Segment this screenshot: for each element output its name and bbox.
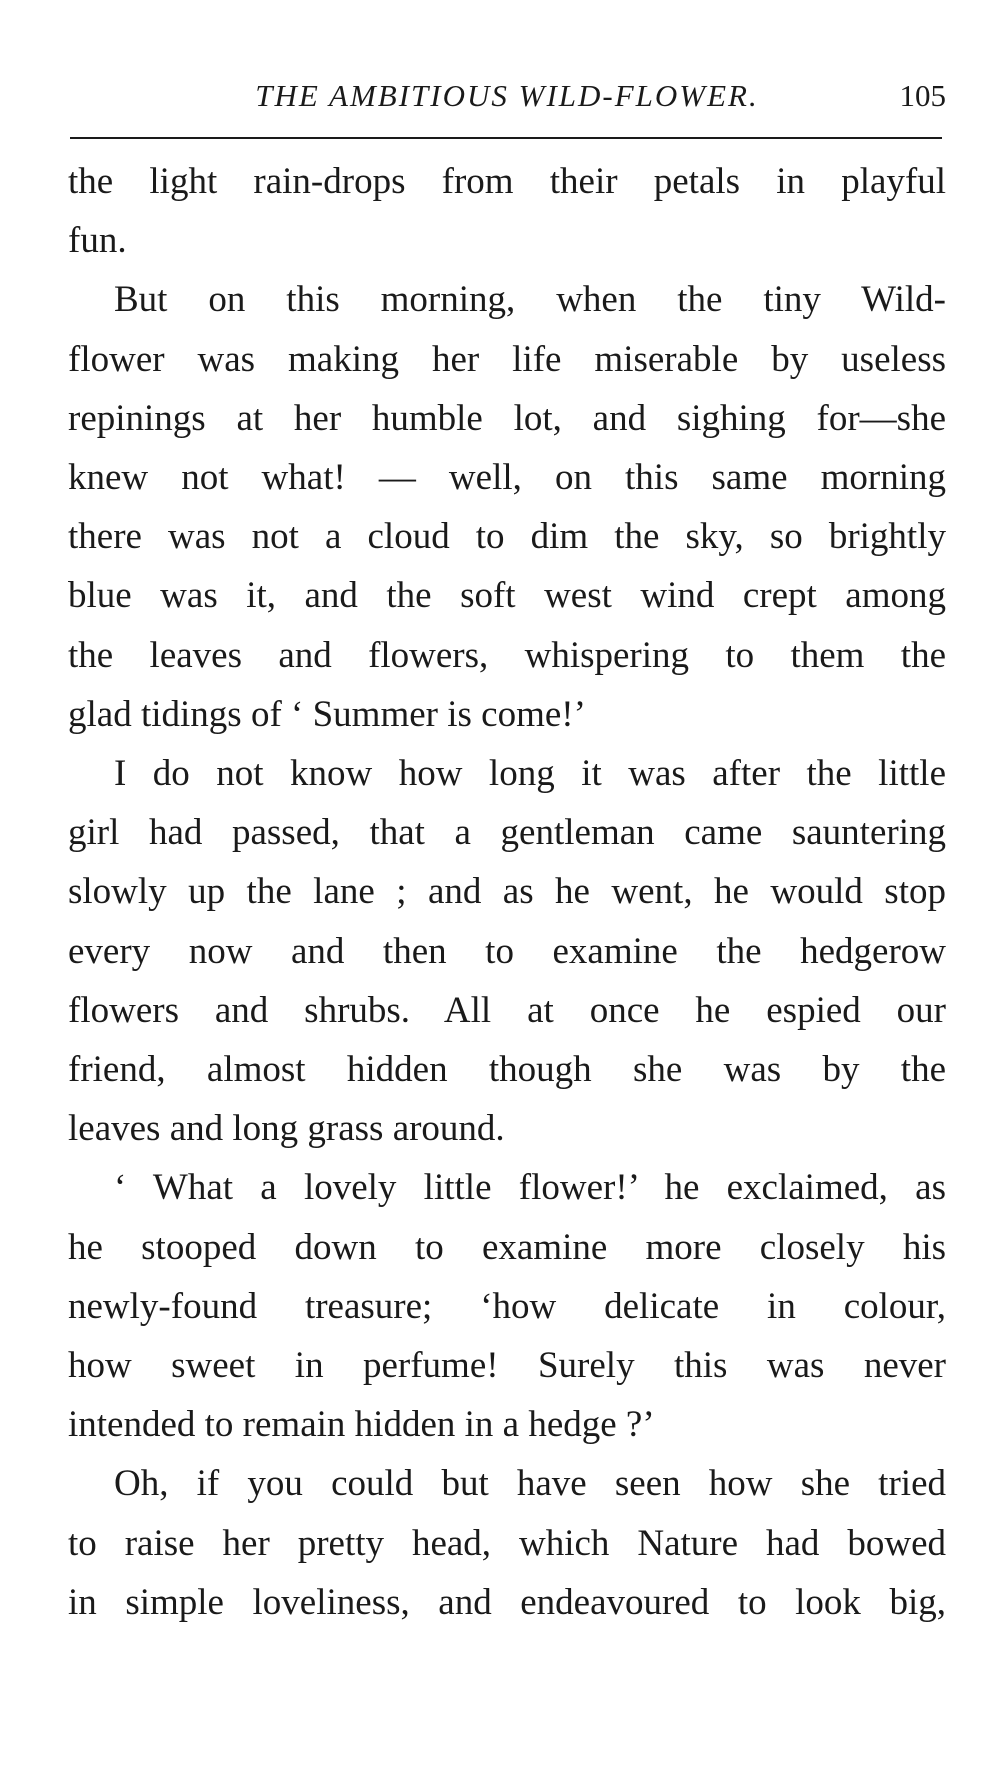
text-line: friend, almost hidden though she was by the [68, 1049, 946, 1091]
text-line: But on this morning, when the tiny Wild- [114, 279, 946, 321]
text-line: to raise her pretty head, which Nature had bowed [68, 1522, 946, 1564]
header-rule [70, 137, 942, 139]
body-text [68, 152, 946, 1632]
text-line: knew not what! — well, on this same morning [68, 457, 946, 499]
text-line: ‘ What a lovely little flower!’ he exclaimed, as [114, 1167, 946, 1209]
text-line: intended to remain hidden in a hedge ?’ [68, 1404, 655, 1446]
running-title: THE AMBITIOUS WILD-FLOWER. [255, 78, 759, 113]
text-line: in simple loveliness, and endeavoured to look big, [68, 1581, 946, 1623]
text-line: the leaves and flowers, whispering to them the [68, 634, 946, 676]
text-line: the light rain-drops from their petals in playful [68, 161, 946, 202]
text-line: slowly up the lane ; and as he went, he would stop [68, 871, 946, 913]
text-line: there was not a cloud to dim the sky, so brightly [68, 516, 946, 558]
text-line: I do not know how long it was after the little [114, 753, 946, 795]
running-head [68, 78, 946, 128]
text-line: glad tidings of ‘ Summer is come!’ [68, 693, 586, 735]
page-number: 105 [899, 78, 946, 113]
text-line: every now and then to examine the hedgerow [68, 930, 946, 972]
text-line: girl had passed, that a gentleman came sauntering [68, 812, 946, 854]
text-line: flower was making her life miserable by useless [68, 338, 946, 380]
text-line: fun. [68, 220, 127, 262]
text-line: repinings at her humble lot, and sighing for—she [68, 397, 946, 439]
text-line: leaves and long grass around. [68, 1108, 505, 1150]
text-line: Oh, if you could but have seen how she tried [114, 1463, 946, 1505]
text-line: newly-found treasure; ‘how delicate in colour, [68, 1285, 946, 1327]
text-line: flowers and shrubs. All at once he espied our [68, 989, 946, 1031]
text-line: blue was it, and the soft west wind crept among [68, 575, 946, 617]
text-line: he stooped down to examine more closely his [68, 1226, 946, 1268]
text-line: how sweet in perfume! Surely this was never [68, 1345, 946, 1387]
